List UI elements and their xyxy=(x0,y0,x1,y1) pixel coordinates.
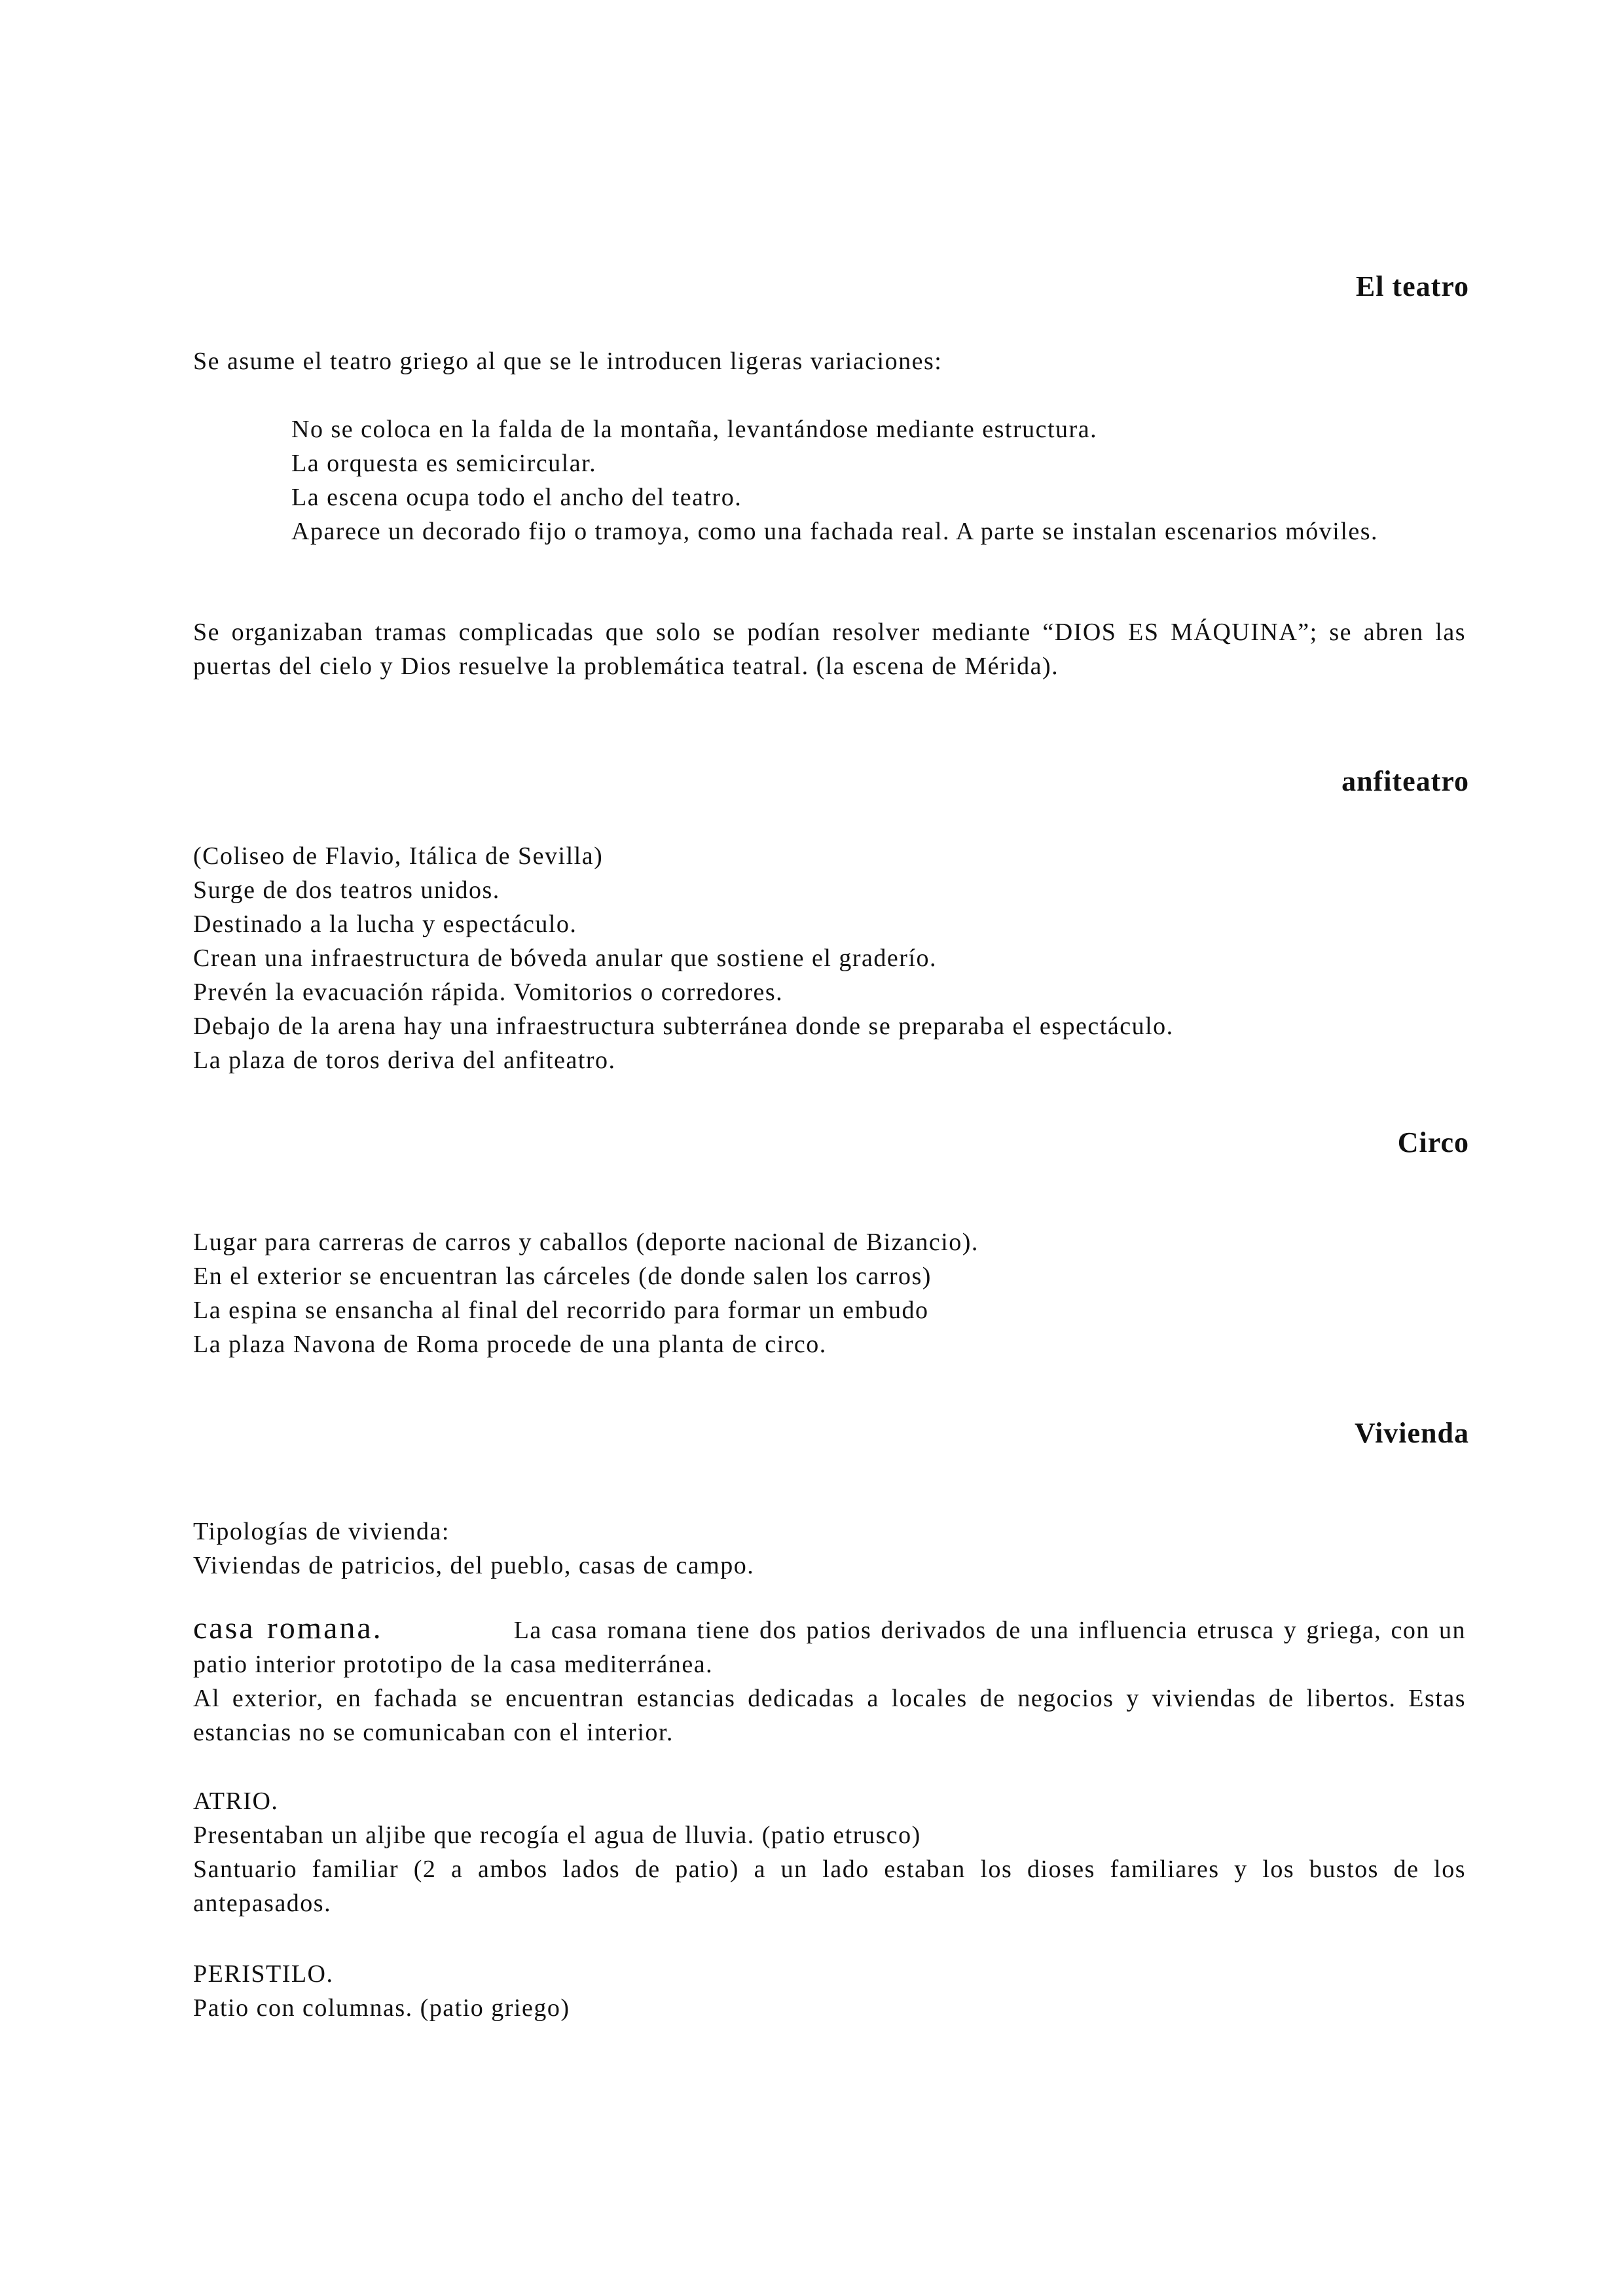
vivienda-tipologias xyxy=(193,1515,1466,1583)
teatro-intro: Se asume el teatro griego al que se le introducen ligeras variaciones: xyxy=(193,348,943,375)
teatro-list-item: La escena ocupa todo el ancho del teatro. xyxy=(291,484,742,511)
atrio-title: ATRIO. xyxy=(193,1787,279,1815)
anfiteatro-lines xyxy=(193,839,1466,1077)
exterior-text: Al exterior, en fachada se encuentran estancias dedicadas a locales de negocios y viviendas de libertos. Estas estancias no se comunicaban con el interior. xyxy=(193,1685,1466,1746)
circo-line: La espina se ensancha al final del recorrido para formar un embudo xyxy=(193,1297,929,1324)
circo-lines xyxy=(193,1225,1466,1361)
teatro-list-item: La orquesta es semicircular. xyxy=(291,450,597,477)
circo-line: Lugar para carreras de carros y caballos (deporte nacional de Bizancio). xyxy=(193,1229,979,1256)
anfiteatro-line: Destinado a la lucha y espectáculo. xyxy=(193,910,577,938)
section-title-teatro: El teatro xyxy=(1355,270,1469,302)
anfiteatro-line: La plaza de toros deriva del anfiteatro. xyxy=(193,1047,616,1074)
atrio-line: Presentaban un aljibe que recogía el agua de lluvia. (patio etrusco) xyxy=(193,1821,921,1849)
teatro-note: Se organizaban tramas complicadas que solo se podían resolver mediante “DIOS ES MÁQUINA”; se abren las puertas del cielo y Dios resuelve la problemática teatral. (la escena de Mérida). xyxy=(193,619,1466,680)
teatro-list-item: Aparece un decorado fijo o tramoya, como una fachada real. A parte se instalan escenarios móviles. xyxy=(291,518,1379,545)
section-title-anfiteatro: anfiteatro xyxy=(1341,765,1469,797)
anfiteatro-line: Surge de dos teatros unidos. xyxy=(193,876,500,904)
casa-romana-paragraph xyxy=(193,1611,1466,1749)
teatro-list xyxy=(291,412,1466,548)
atrio-block xyxy=(193,1784,1466,1920)
circo-line: La plaza Navona de Roma procede de una planta de circo. xyxy=(193,1331,827,1358)
casa-romana-lead: casa romana. xyxy=(193,1611,383,1645)
peristilo-title: PERISTILO. xyxy=(193,1960,334,1988)
vivienda-tipologias-line: Viviendas de patricios, del pueblo, casas de campo. xyxy=(193,1552,755,1579)
peristilo-block xyxy=(193,1957,1466,2025)
anfiteatro-line: Debajo de la arena hay una infraestructura subterránea donde se preparaba el espectáculo. xyxy=(193,1013,1174,1040)
peristilo-line: Patio con columnas. (patio griego) xyxy=(193,1994,570,2022)
casa-romana-text: La casa romana tiene dos patios derivados de una influencia etrusca y griega, con un patio interior prototipo de la casa mediterránea. xyxy=(193,1617,1466,1678)
section-title-circo: Circo xyxy=(1397,1126,1469,1158)
anfiteatro-line: Prevén la evacuación rápida. Vomitorios o corredores. xyxy=(193,978,784,1006)
circo-line: En el exterior se encuentran las cárceles (de donde salen los carros) xyxy=(193,1263,932,1290)
atrio-line: Santuario familiar (2 a ambos lados de patio) a un lado estaban los dioses familiares y los bustos de los antepasados. xyxy=(193,1856,1466,1917)
vivienda-tipologias-line: Tipologías de vivienda: xyxy=(193,1518,450,1545)
teatro-list-item: No se coloca en la falda de la montaña, levantándose mediante estructura. xyxy=(291,416,1098,443)
anfiteatro-line: (Coliseo de Flavio, Itálica de Sevilla) xyxy=(193,842,604,870)
anfiteatro-line: Crean una infraestructura de bóveda anular que sostiene el graderío. xyxy=(193,944,937,972)
section-title-vivienda: Vivienda xyxy=(1354,1417,1469,1449)
